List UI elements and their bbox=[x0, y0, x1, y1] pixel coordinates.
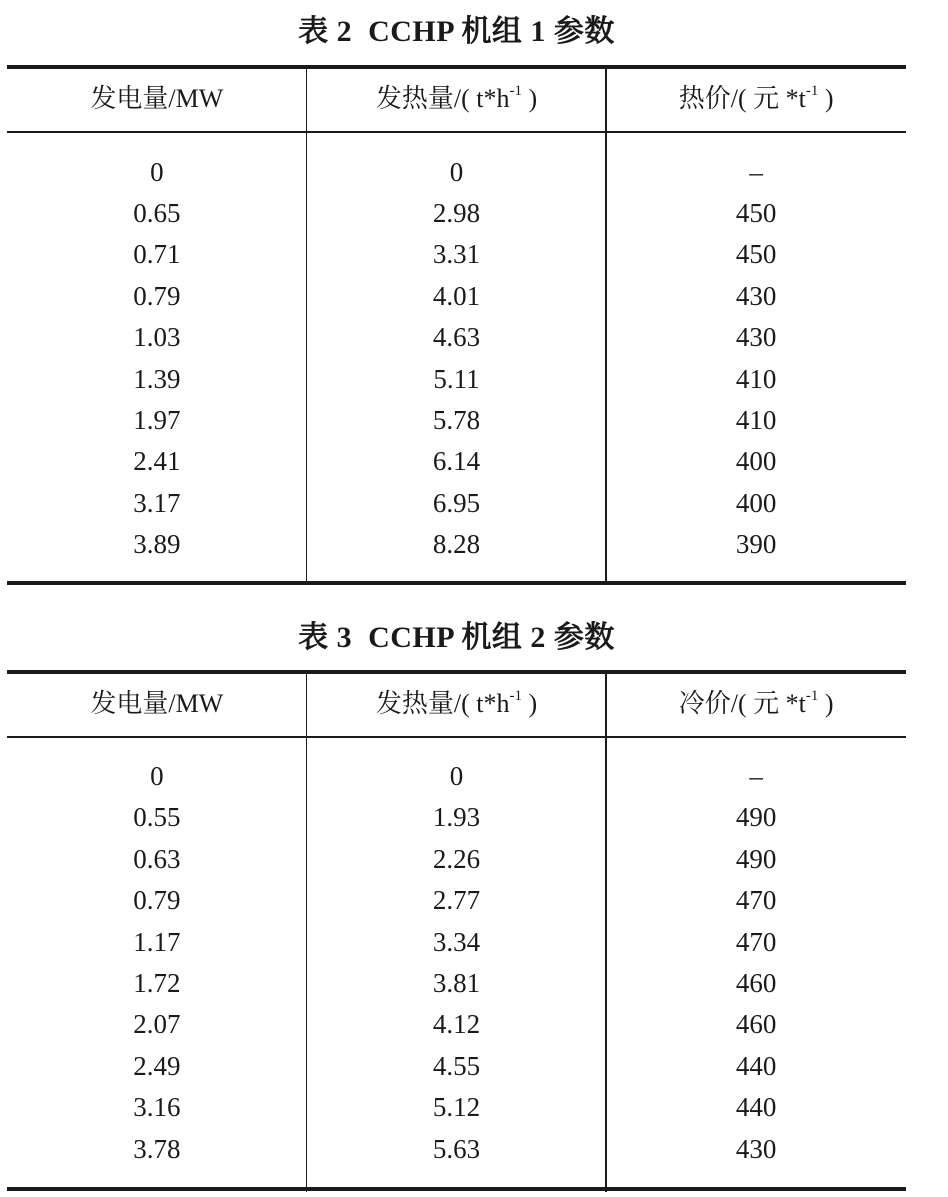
table-row bbox=[7, 1004, 906, 1045]
table-cell: 5.78 bbox=[432, 404, 481, 435]
table-cell: 1.17 bbox=[133, 926, 181, 957]
table-cell: 400 bbox=[735, 487, 777, 518]
table-cell: 430 bbox=[735, 280, 777, 311]
table-row bbox=[7, 839, 906, 880]
table-cell: 440 bbox=[735, 1092, 777, 1123]
table-cell: 410 bbox=[735, 363, 777, 394]
table-cell: 5.12 bbox=[432, 1092, 481, 1123]
table-cell: 390 bbox=[735, 529, 777, 560]
table-cell: 410 bbox=[735, 404, 777, 435]
table-cell: 460 bbox=[735, 1009, 777, 1040]
table-cell: 0 bbox=[150, 761, 164, 791]
table-cell: 450 bbox=[735, 197, 777, 228]
table-cell: 2.49 bbox=[133, 1050, 181, 1081]
bottom-rule bbox=[7, 581, 906, 585]
table-cell: 440 bbox=[735, 1050, 777, 1081]
table-cell: 8.28 bbox=[432, 529, 481, 560]
table-cell: 2.07 bbox=[133, 1009, 181, 1040]
table-cell: 460 bbox=[735, 968, 777, 998]
table-cell: 400 bbox=[735, 446, 777, 477]
bottom-rule bbox=[7, 1187, 906, 1191]
table-cell: 470 bbox=[735, 926, 777, 957]
table-row bbox=[7, 797, 906, 838]
table-cell: 3.81 bbox=[432, 968, 481, 998]
header-rule bbox=[7, 736, 906, 738]
table-row bbox=[7, 152, 906, 193]
table-cell: – bbox=[749, 156, 763, 187]
table-cell: 0 bbox=[150, 156, 164, 187]
table-cell: 0 bbox=[449, 156, 464, 187]
table-caption: 表 3 CCHP 机组 2 参数 bbox=[298, 621, 615, 654]
table-cell: 1.93 bbox=[432, 802, 481, 833]
table-cell: 2.26 bbox=[432, 843, 481, 874]
table-row bbox=[7, 234, 906, 275]
table-cell: 0.55 bbox=[133, 802, 181, 833]
table-row bbox=[7, 1129, 906, 1170]
table-cell: 4.55 bbox=[432, 1050, 481, 1081]
table-row bbox=[7, 1087, 906, 1128]
header-row bbox=[7, 674, 906, 734]
table-cell: 430 bbox=[735, 322, 777, 353]
table-cell: 6.14 bbox=[432, 446, 481, 477]
table-cell: 0.63 bbox=[133, 843, 181, 874]
table-row bbox=[7, 193, 906, 234]
table-cell: 3.16 bbox=[133, 1092, 181, 1123]
table-cell: 1.03 bbox=[133, 322, 181, 353]
table-row bbox=[7, 922, 906, 963]
header-cell: 热价/( 元 $*t^{-1}$ ) bbox=[678, 83, 834, 113]
table-cell: 0 bbox=[449, 761, 464, 791]
table-cell: 3.78 bbox=[133, 1133, 181, 1164]
table-cell: 3.34 bbox=[432, 926, 481, 957]
table-cell: 5.63 bbox=[432, 1133, 481, 1164]
table-row bbox=[7, 483, 906, 524]
table-cell: 5.11 bbox=[433, 363, 480, 394]
header-cell: 发电量/MW bbox=[90, 84, 224, 113]
table-row bbox=[7, 317, 906, 358]
table-cell: 3.89 bbox=[133, 529, 181, 560]
table-cell: 2.41 bbox=[133, 446, 181, 477]
table-row bbox=[7, 276, 906, 317]
table-cell: 490 bbox=[735, 802, 777, 833]
table-cell: 2.98 bbox=[432, 197, 481, 228]
table-cell: 6.95 bbox=[432, 487, 481, 518]
table-row bbox=[7, 441, 906, 482]
table-cell: 0.71 bbox=[133, 239, 181, 270]
table-cell: 450 bbox=[735, 239, 777, 270]
table-cell: 4.01 bbox=[432, 280, 481, 311]
table-cell: 3.17 bbox=[133, 487, 181, 518]
table-cell: 1.97 bbox=[133, 404, 181, 435]
table-cell: 4.12 bbox=[432, 1009, 481, 1040]
header-row bbox=[7, 69, 906, 129]
table-cell: 0.65 bbox=[133, 197, 181, 228]
table-cell: 3.31 bbox=[432, 239, 481, 270]
table-row bbox=[7, 524, 906, 565]
table-row bbox=[7, 1046, 906, 1087]
table-row bbox=[7, 359, 906, 400]
table-cell: 0.79 bbox=[133, 280, 181, 311]
header-cell: 发热量/( $t*h^{-1}$ ) bbox=[375, 688, 538, 718]
header-cell: 发电量/MW bbox=[90, 689, 224, 718]
table-cell: 490 bbox=[735, 843, 777, 874]
table-cell: – bbox=[749, 761, 763, 791]
table-cell: 4.63 bbox=[432, 322, 481, 353]
header-cell: 发热量/( $t*h^{-1}$ ) bbox=[375, 83, 538, 113]
table-cell: 0.79 bbox=[133, 885, 181, 916]
header-cell: 冷价/( 元 $*t^{-1}$ ) bbox=[678, 688, 834, 718]
header-rule bbox=[7, 131, 906, 133]
table-cell: 2.77 bbox=[432, 885, 481, 916]
table-row bbox=[7, 880, 906, 921]
table-caption: 表 2 CCHP 机组 1 参数 bbox=[298, 15, 615, 48]
table-row bbox=[7, 400, 906, 441]
table-cell: 1.72 bbox=[133, 968, 181, 998]
table-cell: 470 bbox=[735, 885, 777, 916]
table-cell: 1.39 bbox=[133, 363, 181, 394]
table-cell: 430 bbox=[735, 1133, 777, 1164]
table-row bbox=[7, 963, 906, 1004]
table-row bbox=[7, 756, 906, 797]
